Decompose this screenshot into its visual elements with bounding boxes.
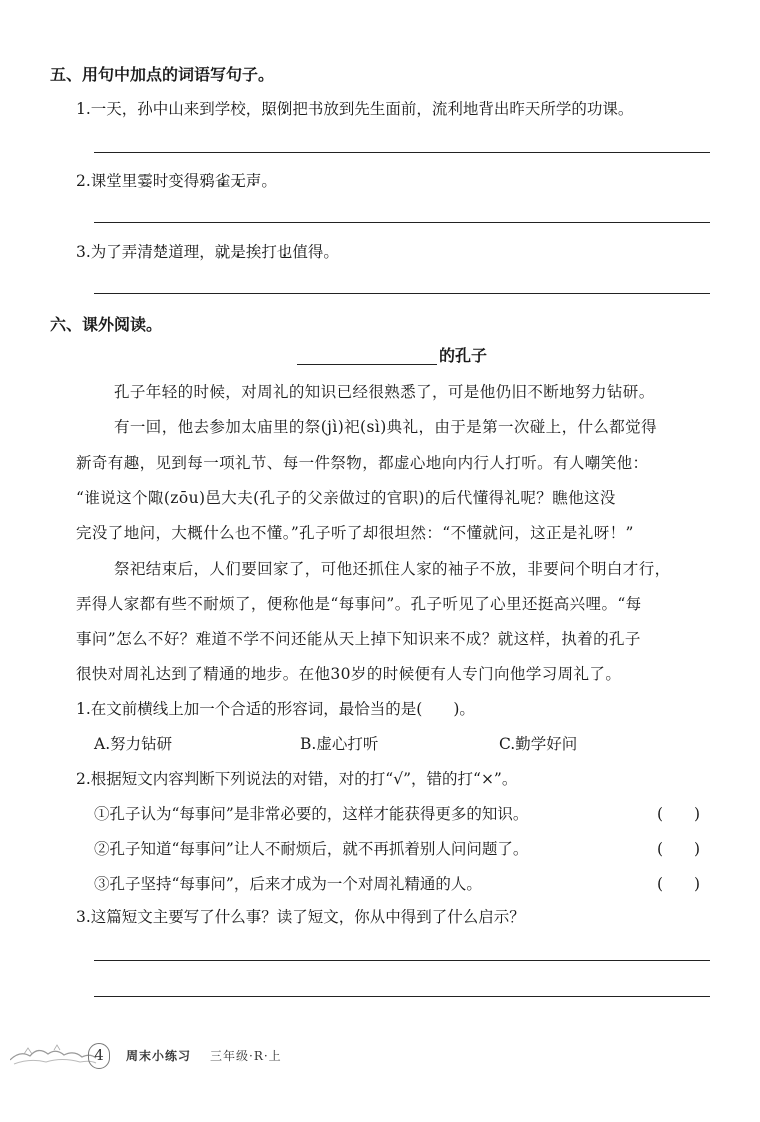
- passage-line: 很快对周礼达到了精通的地步。在他30岁的时候便有人专门向他学习周礼了。: [76, 665, 622, 683]
- reading-question-3: 3.这篇短文主要写了什么事？读了短文，你从中得到了什么启示？: [76, 908, 525, 926]
- dotted-char: 就: [214, 243, 231, 261]
- q3-pre: 3.为了弄清楚道理，: [76, 243, 215, 261]
- q1-post: 把书放到先生面前，流利地背出昨天所学的功课。: [292, 100, 634, 118]
- section5-question-2: [76, 169, 277, 191]
- answer-line[interactable]: [94, 996, 710, 997]
- option-c[interactable]: C.勤学好问: [499, 735, 578, 753]
- answer-paren[interactable]: ( ): [657, 840, 701, 858]
- answer-paren[interactable]: ( ): [657, 875, 701, 893]
- answer-paren[interactable]: ( ): [657, 805, 701, 823]
- section5-heading: 五、用句中加点的词语写句子。: [50, 65, 275, 84]
- judgement-item-3: ③孔子坚持“每事问”，后来才成为一个对周礼精通的人。: [94, 875, 482, 893]
- footer-grade: 三年级·R·上: [210, 1049, 282, 1063]
- passage-line: 弄得人家都有些不耐烦了，便称他是“每事问”。孔子听见了心里还挺高兴哩。“每: [76, 595, 642, 613]
- section6-heading: 六、课外阅读。: [50, 315, 163, 334]
- dotted-char: 例: [276, 100, 293, 118]
- judgement-item-2: ②孔子知道“每事问”让人不耐烦后，就不再抓着别人问问题了。: [94, 840, 529, 858]
- passage-line: 完没了地问，大概什么也不懂。”孔子听了却很坦然：“不懂就问，这正是礼呀！”: [76, 524, 634, 542]
- q2-post: 。: [261, 172, 277, 190]
- answer-line[interactable]: [94, 152, 710, 153]
- passage-line: “谁说这个陬(zōu)邑大夫(孔子的父亲做过的官职)的后代懂得礼呢？瞧他这没: [76, 489, 616, 507]
- passage-title-suffix: 的孔子: [439, 346, 488, 365]
- dotted-char: 声: [245, 172, 262, 190]
- q3-mid: 挨打: [245, 243, 277, 261]
- answer-line[interactable]: [94, 293, 710, 294]
- passage-line: 有一回，他去参加太庙里的祭(jì)祀(sì)典礼，由于是第一次碰上，什么都觉得: [114, 418, 657, 436]
- q1-pre: 1.一天，孙中山来到学校，: [76, 100, 262, 118]
- dotted-char: 是: [230, 243, 246, 261]
- passage-line: 祭祀结束后，人们要回家了，可他还抓住人家的袖子不放，非要问个明白才行，: [114, 560, 671, 578]
- footer-book-title: 周末小练习: [126, 1049, 192, 1063]
- option-a[interactable]: A.努力钻研: [94, 735, 173, 753]
- title-blank[interactable]: [297, 364, 437, 365]
- reading-question-2: 2.根据短文内容判断下列说法的对错，对的打“√”，错的打“×”。: [76, 770, 518, 788]
- q2-pre: 2.课堂里霎时变得: [76, 172, 200, 190]
- answer-line[interactable]: [94, 960, 710, 961]
- dotted-char: 雀: [214, 172, 231, 190]
- passage-line: 新奇有趣，见到每一项礼节、每一件祭物，都虚心地向内行人打听。有人嘲笑他：: [76, 454, 649, 472]
- section5-question-1: [76, 97, 633, 119]
- judgement-item-1: ①孔子认为“每事问”是非常必要的，这样才能获得更多的知识。: [94, 805, 529, 823]
- page-number: 4: [88, 1043, 110, 1069]
- dotted-char: 照: [261, 100, 277, 118]
- passage-line: 孔子年轻的时候，对周礼的知识已经很熟悉了，可是他仍旧不断地努力钻研。: [114, 383, 655, 401]
- reading-question-1: 1.在文前横线上加一个合适的形容词，最恰当的是( )。: [76, 700, 475, 718]
- dotted-char: 鸦: [199, 172, 215, 190]
- dotted-char: 无: [230, 172, 246, 190]
- dotted-char: 也: [276, 243, 293, 261]
- answer-line[interactable]: [94, 222, 710, 223]
- option-b[interactable]: B.虚心打听: [300, 735, 379, 753]
- section5-question-3: [76, 240, 339, 262]
- q3-post: 值得。: [292, 243, 339, 261]
- passage-line: 事问”怎么不好？难道不学不问还能从天上掉下知识来不成？就这样，执着的孔子: [76, 630, 641, 648]
